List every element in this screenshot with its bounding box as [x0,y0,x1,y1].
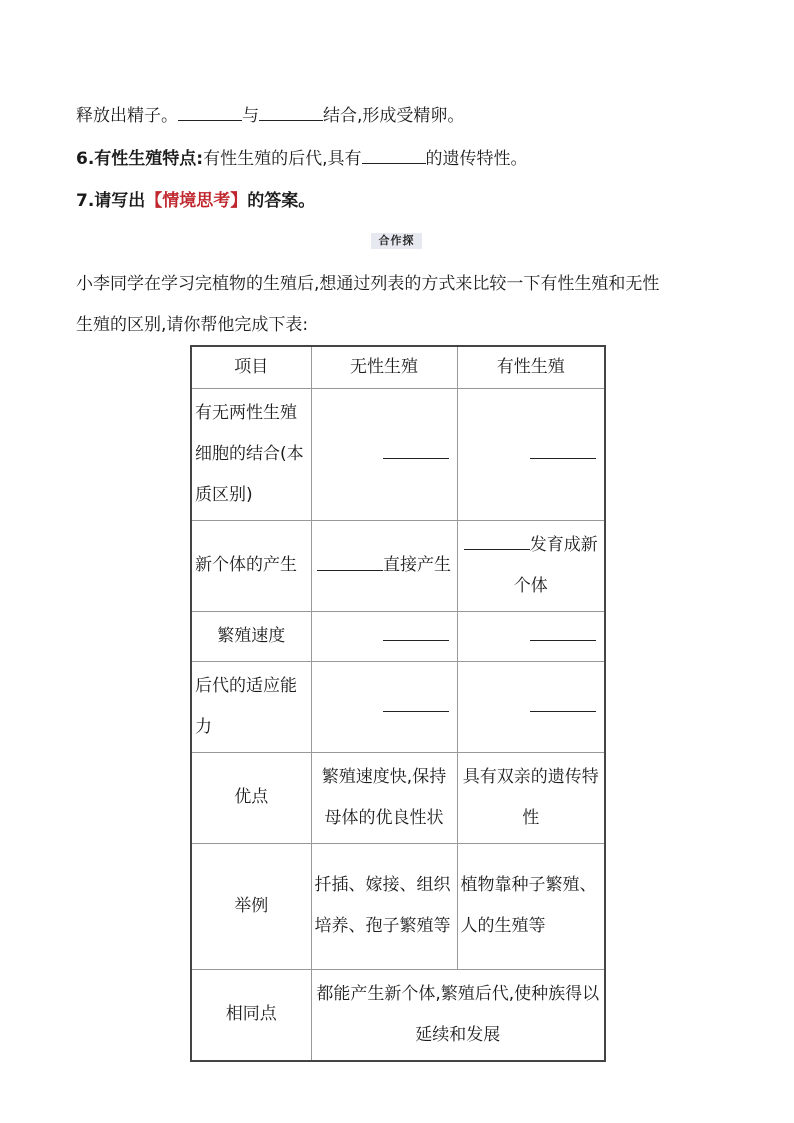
row-label: 举例 [191,843,311,969]
cell-asexual [311,520,457,611]
table-header-row [191,346,605,388]
table-row [191,969,605,1061]
row-label: 繁殖速度 [191,611,311,661]
intro-paragraph-line-1: 小李同学在学习完植物的生殖后,想通过列表的方式来比较一下有性生殖和无性 [76,274,660,294]
row-label: 相同点 [191,969,311,1061]
answer-blank[interactable] [464,539,530,550]
cell-text: 发育成新个体 [513,534,598,596]
comparison-table [190,345,606,1062]
line6-text-a: 有性生殖的后代,具有 [203,149,362,169]
line1-text-b: 与 [242,106,259,126]
section-tag: 合作探 [371,233,422,249]
cell-asexual: 繁殖速度快,保持母体的优良性状 [311,752,457,843]
item-heading-7: 请写出 [94,191,146,211]
answer-cell[interactable] [311,388,457,520]
table-row [191,843,605,969]
table-row [191,388,605,520]
header-asexual: 无性生殖 [311,346,457,388]
answer-blank[interactable] [259,106,323,121]
table-row [191,752,605,843]
answer-blank[interactable] [530,630,596,641]
cell-common: 都能产生新个体,繁殖后代,使种族得以延续和发展 [311,969,605,1061]
answer-blank[interactable] [530,701,596,712]
table-row [191,520,605,611]
cell-sexual: 植物靠种子繁殖、人的生殖等 [457,843,605,969]
table-row [191,611,605,661]
answer-blank[interactable] [383,630,449,641]
answer-blank[interactable] [178,106,242,121]
intro-paragraph-line-2: 生殖的区别,请你帮他完成下表: [76,315,309,335]
row-label: 有无两性生殖细胞的结合(本质区别) [191,388,311,520]
cell-sexual: 具有双亲的遗传特性 [457,752,605,843]
answer-blank[interactable] [383,701,449,712]
answer-blank[interactable] [383,448,449,459]
answer-blank[interactable] [530,448,596,459]
line6-text-b: 的遗传特性。 [425,149,528,169]
cell-sexual [457,520,605,611]
text-line-7 [76,189,315,213]
scenario-thinking-tag: 【情境思考】 [145,191,248,211]
cell-asexual: 扦插、嫁接、组织培养、孢子繁殖等 [311,843,457,969]
table-row [191,661,605,752]
row-label: 新个体的产生 [191,520,311,611]
text-line-1 [76,104,464,128]
answer-cell[interactable] [311,611,457,661]
text-line-6 [76,147,528,171]
item-heading-7-tail: 的答案。 [247,191,316,211]
answer-cell[interactable] [457,611,605,661]
answer-cell[interactable] [457,388,605,520]
item-heading-6: 有性生殖特点: [94,149,204,169]
header-sexual: 有性生殖 [457,346,605,388]
answer-cell[interactable] [457,661,605,752]
cell-text: 直接产生 [383,555,451,575]
answer-blank[interactable] [362,149,426,164]
item-number-7: 7. [76,191,95,211]
row-label: 后代的适应能力 [191,661,311,752]
header-item: 项目 [191,346,311,388]
row-label: 优点 [191,752,311,843]
line1-text-a: 释放出精子。 [76,106,178,126]
line1-text-c: 结合,形成受精卵。 [323,106,465,126]
item-number-6: 6. [76,149,95,169]
answer-cell[interactable] [311,661,457,752]
answer-blank[interactable] [317,560,383,571]
